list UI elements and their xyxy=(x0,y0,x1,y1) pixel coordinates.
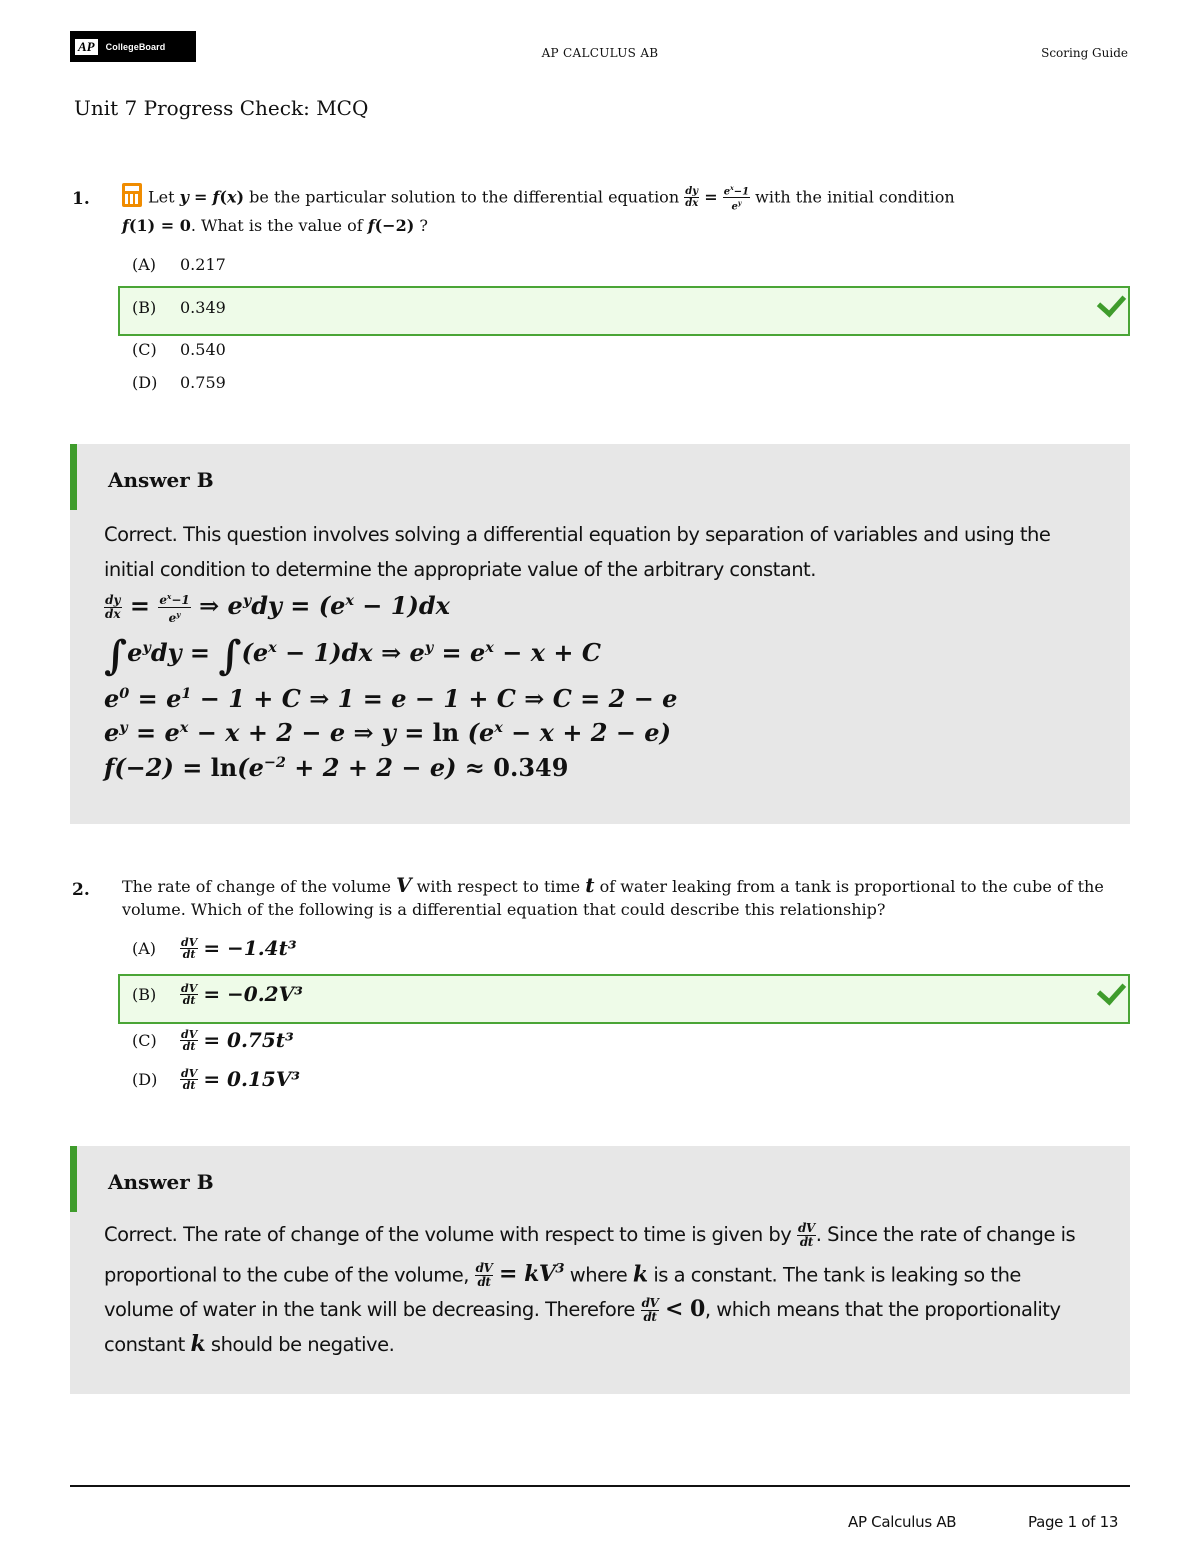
stem-text: The rate of change of the volume xyxy=(122,877,391,896)
answer-explanation xyxy=(70,1146,1130,1394)
answer-title: Answer B xyxy=(108,468,214,492)
choice-equation: = −0.2V³ xyxy=(203,982,303,1006)
footer-course: AP Calculus AB xyxy=(848,1513,957,1531)
footer-divider xyxy=(70,1485,1130,1487)
answer-explanation xyxy=(70,444,1130,824)
choice-text: 0.217 xyxy=(180,254,226,274)
solution-step-4: $e^y = e^x - x + 2 - e$ ⇒ $y = \ln (e^x - x + 2 - e)$ xyxy=(104,718,671,747)
choice-label: (C) xyxy=(132,339,157,359)
choice-d[interactable]: (D) $\frac{dV}{dt}$ = 0.15V³ xyxy=(132,1066,301,1092)
correct-choice-highlight xyxy=(118,286,1130,336)
stem-text: of water leaking from a tank is proportional to the cube of the volume. Which of the following is a differential equation that could describe this relationship? xyxy=(122,877,1104,919)
choice-equation: = 0.75t³ xyxy=(203,1028,294,1052)
choice-label: (B) xyxy=(132,297,157,317)
stem-text: with respect to time xyxy=(416,877,581,896)
choice-a[interactable]: (A) $\frac{dV}{dt}$ = −1.4t³ xyxy=(132,935,297,961)
choice-label: (A) xyxy=(132,938,157,958)
logo-collegeboard-text: CollegeBoard xyxy=(105,41,166,52)
choice-label: (D) xyxy=(132,1069,158,1089)
choice-label: (C) xyxy=(132,1030,157,1050)
solution-step-5: $f(-2) = \ln(e^{-2} + 2 + 2 - e) \approx 0.349$ xyxy=(104,753,569,782)
solution-step-2: $\int e^ydy = \int(e^x - 1)dx$ ⇒ $e^y = e^x - x + C$ xyxy=(104,632,601,679)
logo-ap-text: AP xyxy=(75,39,98,55)
answer-text: Correct. The rate of change of the volume with respect to time is given by $\frac{dV}{dt}$ . Since the rate of change is proportional to the cube of the volume, $\frac{dV}{dt}$ = $kV^3$ where k is a constant. The tank is leaking so the volume of water in the tank will be decreasing. Therefore $\frac{dV}{dt}$ < 0, which means that the proportionality constant k should be negative. xyxy=(104,1221,1076,1358)
choice-a[interactable] xyxy=(132,249,226,279)
choice-c[interactable]: (C) $\frac{dV}{dt}$ = 0.75t³ xyxy=(132,1027,294,1053)
header-course: AP CALCULUS AB xyxy=(541,46,659,60)
calculator-icon xyxy=(122,183,142,207)
page-title: Unit 7 Progress Check: MCQ xyxy=(74,96,369,120)
answer-accent-bar xyxy=(70,444,77,510)
answer-accent-bar xyxy=(70,1146,77,1212)
page-number: Page 1 of 13 xyxy=(1028,1513,1119,1531)
choice-label: (A) xyxy=(132,254,157,274)
choice-equation: = 0.15V³ xyxy=(203,1067,301,1091)
checkmark-icon xyxy=(1097,976,1126,1006)
choice-label: (B) xyxy=(132,984,157,1004)
checkmark-icon xyxy=(1097,288,1126,318)
choice-text: 0.540 xyxy=(180,339,226,359)
solution-step-3: $e^0 = e^1 - 1 + C$ ⇒ 1 = e − 1 + C ⇒ C = 2 − e xyxy=(104,684,678,713)
choice-c[interactable] xyxy=(132,334,226,364)
question-stem: Let y = f(x) be the particular solution to the differential equation $\frac{dy}{dx}$ = $\frac{e^x-1}{e^y}$ with the initial condition f(1) = 0. What is the value of f(−2) ? xyxy=(122,185,955,235)
question-number: 2. xyxy=(72,880,90,900)
choice-label: (D) xyxy=(132,372,158,392)
choice-b[interactable]: (B) $\frac{dV}{dt}$ = −0.2V³ xyxy=(132,981,303,1007)
header-guide: Scoring Guide xyxy=(1041,46,1128,60)
answer-title: Answer B xyxy=(108,1170,214,1194)
choice-b[interactable] xyxy=(132,292,226,322)
choice-equation: = −1.4t³ xyxy=(203,936,297,960)
solution-step-1: $\frac{dy}{dx}$ = $\frac{e^x-1}{e^y}$ ⇒ $e^ydy = (e^x - 1)dx$ xyxy=(105,591,450,625)
choice-d[interactable] xyxy=(132,367,226,397)
question-number: 1. xyxy=(72,189,90,209)
choice-text: 0.759 xyxy=(180,372,226,392)
choice-text: 0.349 xyxy=(180,297,226,317)
answer-text: Correct. This question involves solving a differential equation by separation of variables and using the initial condition to determine the appropriate value of the arbitrary constant. xyxy=(104,523,1051,581)
question-stem: The rate of change of the volume V with respect to time t of water leaking from a tank is proportional to the cube of the volume. Which of the following is a differential equation that could describe this relationship? xyxy=(122,873,1104,919)
